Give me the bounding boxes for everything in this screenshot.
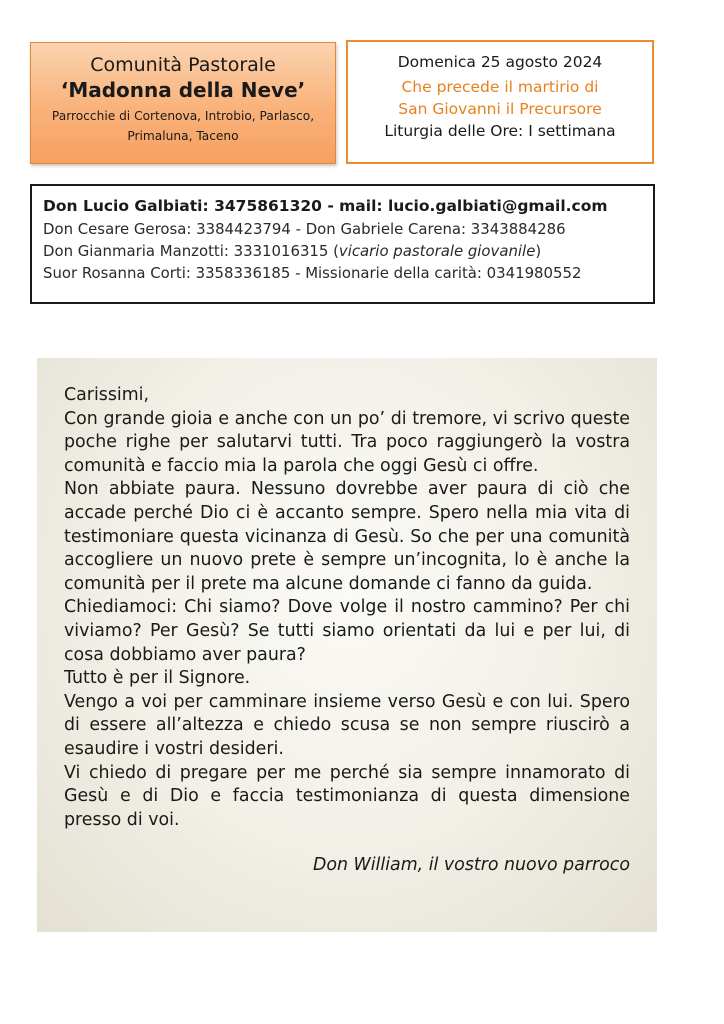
contact-line-1: Don Cesare Gerosa: 3384423794 - Don Gabriele Carena: 3343884286 [43,220,566,238]
letter-paragraph: Vi chiedo di pregare per me perché sia sempre innamorato di Gesù e di Dio e faccia testimonianza di questa dimensione presso di voi. [64,762,630,830]
letter-paragraph: Con grande gioia e anche con un po’ di tremore, vi scrivo queste poche righe per salutarvi tutti. Tra poco raggiungerò la vostra comunità e faccio mia la parola che oggi Gesù ci offre. [64,408,630,476]
date-box [346,40,654,164]
contact-line-2-suffix: ) [535,242,542,260]
contacts-box [30,184,655,304]
feast-line-2: San Giovanni il Precursore [398,100,602,118]
letter-signature: Don William, il vostro nuovo parroco [312,855,630,876]
letter-greeting: Carissimi, [64,385,150,405]
community-parishes: Parrocchie di Cortenova, Introbio, Parlasco, Primaluna, Taceno [51,109,315,143]
contact-line-2 [43,240,653,262]
feast-title [348,76,652,120]
contact-main-priest: Don Lucio Galbiati: 3475861320 - mail: lucio.galbiati@gmail.com [43,197,608,215]
letter-paragraph: Tutto è per il Signore. [64,668,251,689]
letter-box [37,358,657,932]
feast-line-1: Che precede il martirio di [401,78,599,96]
contact-line-2-prefix: Don Gianmaria Manzotti: 3331016315 ( [43,242,339,260]
letter-paragraph: Chiediamoci: Chi siamo? Dove volge il nostro cammino? Per chi viviamo? Per Gesù? Se tutti siamo orientati da lui e per lui, di cosa dobbiamo aver paura? [64,597,630,665]
community-header-box [30,42,336,164]
liturgy-text: Liturgia delle Ore: I settimana [384,122,616,140]
contact-line-2-role: vicario pastorale giovanile [338,242,536,260]
date-text: Domenica 25 agosto 2024 [397,53,603,71]
community-title: Comunità Pastorale [90,54,276,76]
community-name: ‘Madonna della Neve’ [60,78,306,102]
letter-paragraph: Vengo a voi per camminare insieme verso Gesù e con lui. Spero di essere all’altezza e chiedo scusa se non sempre riuscirò a esaudire i vostri desideri. [64,691,630,759]
contact-line-3: Suor Rosanna Corti: 3358336185 - Missionarie della carità: 0341980552 [43,264,582,282]
letter-paragraph: Non abbiate paura. Nessuno dovrebbe aver paura di ciò che accade perché Dio ci è accanto sempre. Spero nella mia vita di testimoniare questa vicinanza di Gesù. So che per una comunità accogliere un nuovo prete è sempre un’incognita, lo è anche la comunità per il prete ma alcune domande ci fanno da guida. [64,479,630,594]
